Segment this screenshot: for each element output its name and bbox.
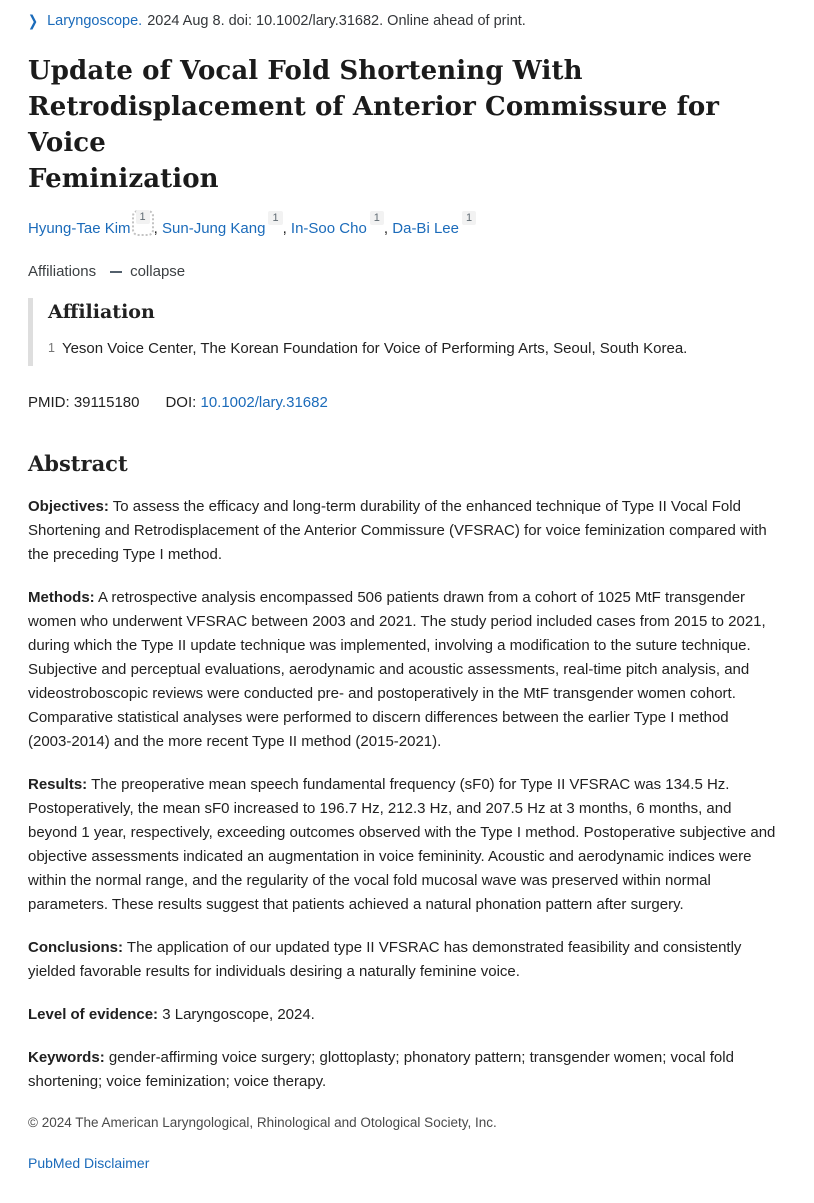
affiliation-heading: Affiliation: [48, 301, 155, 323]
paragraph-label: Results:: [28, 776, 88, 793]
author: [290, 212, 393, 237]
author-link[interactable]: Da-Bi Lee: [392, 220, 459, 237]
pmid-group: [28, 394, 139, 411]
authors-row: [28, 211, 786, 240]
author-affiliation-sup[interactable]: 1: [462, 211, 476, 225]
affiliations-collapse-button[interactable]: [96, 263, 185, 280]
author-separator: ,: [282, 220, 291, 237]
abstract-paragraph-objectives: [28, 495, 776, 567]
pubmed-disclaimer-link[interactable]: PubMed Disclaimer: [28, 1155, 150, 1171]
affiliation-text: Yeson Voice Center, The Korean Foundation for Voice of Performing Arts, Seoul, South Korea.: [61, 340, 688, 357]
doi-group: [165, 394, 327, 411]
doi-label: DOI:: [165, 394, 197, 411]
author-separator: ,: [383, 220, 393, 237]
affiliation-number: 1: [48, 341, 55, 355]
abstract-heading: Abstract: [28, 451, 128, 476]
paragraph-text: 3 Laryngoscope, 2024.: [162, 1006, 315, 1023]
affiliations-toggle-row: [28, 263, 786, 280]
author-separator: ,: [153, 220, 163, 237]
focus-ring: [132, 210, 154, 236]
paragraph-label: Objectives:: [28, 498, 109, 515]
page-title: [28, 53, 786, 197]
paragraph-label: Level of evidence:: [28, 1006, 159, 1023]
identifiers-row: [28, 394, 786, 411]
citation-text: 2024 Aug 8. doi: 10.1002/lary.31682. Online ahead of print.: [147, 13, 526, 29]
author: [162, 212, 291, 237]
abstract-paragraph-conclusions: [28, 936, 776, 984]
abstract-paragraph-methods: [28, 586, 776, 754]
author-affiliation-sup[interactable]: 1: [370, 211, 384, 225]
pmid-label: PMID:: [28, 394, 70, 411]
paragraph-label: Keywords:: [28, 1049, 105, 1066]
pmid-value: 39115180: [73, 394, 140, 411]
paragraph-text: The preoperative mean speech fundamental frequency (sF0) for Type II VFSRAC was 134.5 Hz. Postoperatively, the mean sF0 increased to 196.7 Hz, 212.3 Hz, and 207.5 Hz at 3 months, 6 months, and beyond 1 year, respectively, exceeding outcomes observed with the Type I method. Postoperative subjective and objective assessments indicated an augmentation in voice femininity. Acoustic and aerodynamic indices were within the normal range, and the regularity of the vocal fold mucosal wave was preserved within normal parameters. These results suggest that patients achieved a natural phonation pattern after surgery.: [28, 776, 776, 913]
paragraph-text: The application of our updated type II VFSRAC has demonstrated feasibility and consistently yielded favorable results for individuals desiring a naturally feminine voice.: [28, 939, 742, 980]
paragraph-text: To assess the efficacy and long-term durability of the enhanced technique of Type II Vocal Fold Shortening and Retrodisplacement of the Anterior Commissure (VFSRAC) for voice feminization compared with the preceding Type I method.: [28, 498, 767, 563]
abstract-paragraph-level-of-evidence: [28, 1003, 776, 1027]
paragraph-label: Methods:: [28, 589, 95, 606]
copyright-notice: © 2024 The American Laryngological, Rhinological and Otological Society, Inc.: [28, 1115, 497, 1130]
title-line: Feminization: [28, 164, 219, 194]
author-link[interactable]: Hyung-Tae Kim: [28, 220, 131, 237]
title-line: Retrodisplacement of Anterior Commissure for Voice: [28, 92, 720, 158]
paragraph-label: Conclusions:: [28, 939, 124, 956]
title-line: Update of Vocal Fold Shortening With: [28, 56, 583, 86]
affiliation-item: [48, 338, 786, 360]
collapse-minus-icon: [110, 271, 122, 273]
author-link[interactable]: In-Soo Cho: [290, 220, 367, 237]
journal-link[interactable]: Laryngoscope.: [47, 13, 143, 29]
journal-citation-line: [28, 13, 786, 29]
author-affiliation-sup[interactable]: 1: [268, 211, 282, 225]
chevron-right-icon: ❯: [28, 12, 39, 30]
affiliations-label: Affiliations: [28, 263, 97, 280]
doi-link[interactable]: 10.1002/lary.31682: [200, 394, 328, 411]
author: [28, 211, 163, 237]
author-affiliation-sup[interactable]: 1: [136, 210, 150, 224]
abstract-paragraph-results: [28, 773, 776, 917]
paragraph-text: A retrospective analysis encompassed 506 patients drawn from a cohort of 1025 MtF transgender women who underwent VFSRAC between 2003 and 2021. The study period included cases from 2015 to 2021, during which the Type II update technique was implemented, involving a modification to the suture technique. Subjective and perceptual evaluations, aerodynamic and acoustic assessments, real-time pitch analysis, and videostroboscopic reviews were conducted pre- and postoperatively in the MtF transgender women cohort. Comparative statistical analyses were performed to discern differences between the earlier Type I method (2003-2014) and the more recent Type II method (2015-2021).: [28, 589, 766, 750]
keywords-paragraph: [28, 1046, 776, 1094]
paragraph-text: gender-affirming voice surgery; glottoplasty; phonatory pattern; transgender women; vocal fold shortening; voice feminization; voice therapy.: [28, 1049, 734, 1090]
collapse-label: collapse: [130, 263, 186, 280]
author: [392, 212, 476, 237]
author-link[interactable]: Sun-Jung Kang: [162, 220, 266, 237]
affiliation-panel: [28, 298, 786, 366]
